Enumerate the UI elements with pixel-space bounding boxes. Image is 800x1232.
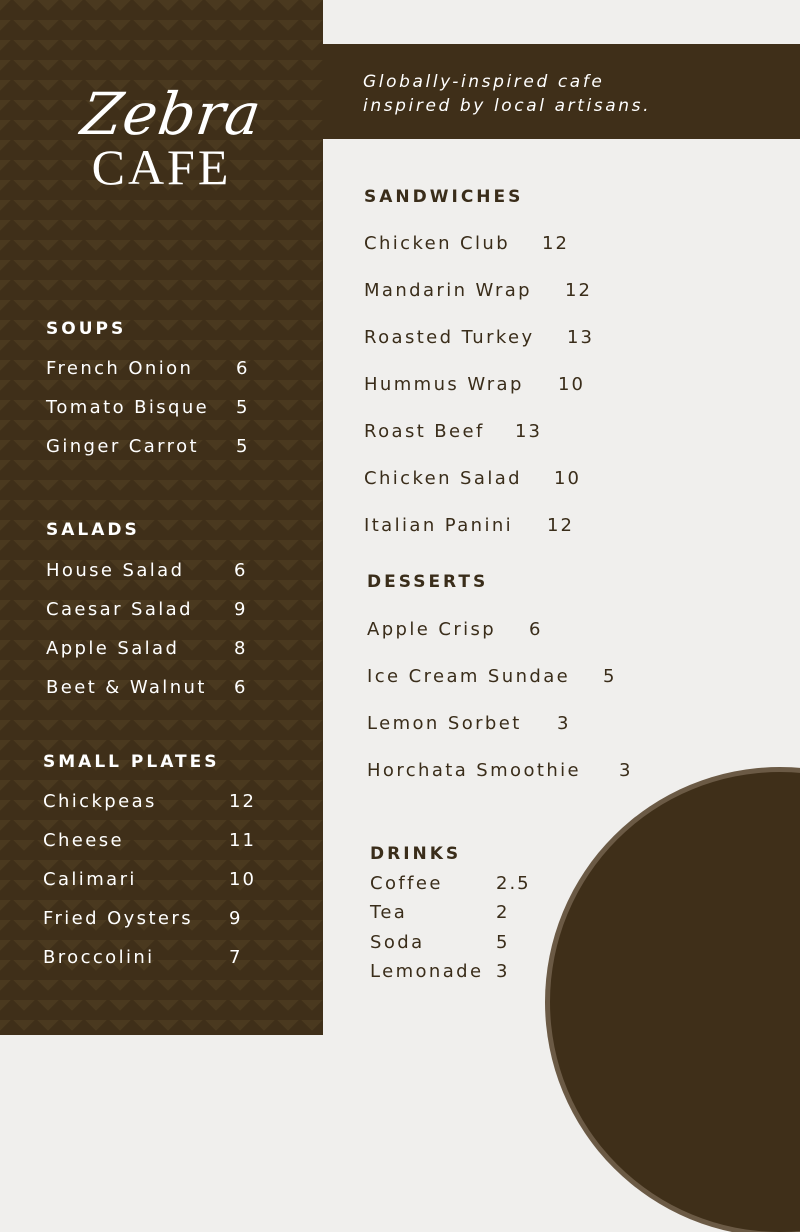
menu-item-calimari: Calimari	[43, 869, 137, 890]
tagline-line-2: inspired by local artisans.	[363, 96, 652, 116]
tagline-text	[363, 70, 651, 118]
menu-price: 5	[236, 397, 250, 418]
menu-item-french-onion: French Onion	[46, 358, 194, 379]
menu-item-lemon-sorbet: Lemon Sorbet	[367, 713, 522, 734]
menu-price: 3	[557, 713, 571, 734]
menu-price: 13	[515, 421, 542, 442]
menu-price: 5	[496, 932, 510, 953]
menu-item-ginger-carrot: Ginger Carrot	[46, 436, 199, 457]
decorative-circle	[550, 772, 800, 1232]
menu-item-roast-beef: Roast Beef	[364, 421, 485, 442]
menu-item-horchata-smoothie: Horchata Smoothie	[367, 760, 582, 781]
menu-item-chickpeas: Chickpeas	[43, 791, 157, 812]
menu-item-soda: Soda	[370, 932, 425, 953]
logo-script-text: Zebra	[77, 80, 266, 148]
menu-item-beet-walnut: Beet & Walnut	[46, 677, 207, 698]
menu-item-hummus-wrap: Hummus Wrap	[364, 374, 524, 395]
menu-item-house-salad: House Salad	[46, 560, 185, 581]
menu-price: 10	[558, 374, 585, 395]
menu-item-roasted-turkey: Roasted Turkey	[364, 327, 535, 348]
menu-item-tomato-bisque: Tomato Bisque	[46, 397, 210, 418]
menu-item-cheese: Cheese	[43, 830, 124, 851]
desserts-section	[367, 572, 787, 792]
small-plates-title: SMALL PLATES	[43, 752, 220, 772]
menu-price: 3	[619, 760, 633, 781]
menu-price: 10	[229, 869, 256, 890]
menu-price: 6	[234, 560, 248, 581]
menu-price: 12	[547, 515, 574, 536]
tagline-line-1: Globally-inspired cafe	[363, 72, 605, 92]
left-panel	[0, 0, 323, 1035]
drinks-section	[370, 844, 550, 994]
menu-price: 6	[236, 358, 250, 379]
menu-item-lemonade: Lemonade	[370, 961, 484, 982]
menu-price: 8	[234, 638, 248, 659]
menu-price: 12	[565, 280, 592, 301]
menu-item-chicken-club: Chicken Club	[364, 233, 511, 254]
drinks-title: DRINKS	[370, 844, 462, 864]
tagline-banner	[323, 44, 800, 139]
menu-item-italian-panini: Italian Panini	[364, 515, 514, 536]
salads-section	[46, 520, 306, 710]
salads-title: SALADS	[46, 520, 140, 540]
menu-item-apple-crisp: Apple Crisp	[367, 619, 497, 640]
menu-price: 5	[603, 666, 617, 687]
menu-item-mandarin-wrap: Mandarin Wrap	[364, 280, 533, 301]
menu-price: 6	[234, 677, 248, 698]
menu-price: 9	[234, 599, 248, 620]
menu-price: 7	[229, 947, 243, 968]
menu-price: 3	[496, 961, 510, 982]
menu-item-ice-cream-sundae: Ice Cream Sundae	[367, 666, 571, 687]
soups-section	[46, 319, 306, 469]
sandwiches-section	[364, 187, 784, 547]
menu-price: 9	[229, 908, 243, 929]
menu-item-fried-oysters: Fried Oysters	[43, 908, 193, 929]
soups-title: SOUPS	[46, 319, 127, 339]
menu-price: 13	[567, 327, 594, 348]
menu-price: 12	[229, 791, 256, 812]
menu-item-apple-salad: Apple Salad	[46, 638, 180, 659]
menu-item-broccolini: Broccolini	[43, 947, 155, 968]
menu-item-tea: Tea	[370, 902, 408, 923]
menu-price: 5	[236, 436, 250, 457]
menu-price: 2	[496, 902, 510, 923]
menu-item-caesar-salad: Caesar Salad	[46, 599, 193, 620]
sandwiches-title: SANDWICHES	[364, 187, 524, 207]
menu-price: 10	[554, 468, 581, 489]
menu-price: 11	[229, 830, 256, 851]
menu-price: 2.5	[496, 873, 531, 894]
menu-price: 6	[529, 619, 543, 640]
small-plates-section	[43, 752, 313, 982]
logo-cafe-text: CAFE	[91, 139, 232, 195]
menu-item-coffee: Coffee	[370, 873, 443, 894]
cafe-logo	[0, 80, 323, 195]
menu-item-chicken-salad: Chicken Salad	[364, 468, 522, 489]
desserts-title: DESSERTS	[367, 572, 489, 592]
menu-price: 12	[542, 233, 569, 254]
